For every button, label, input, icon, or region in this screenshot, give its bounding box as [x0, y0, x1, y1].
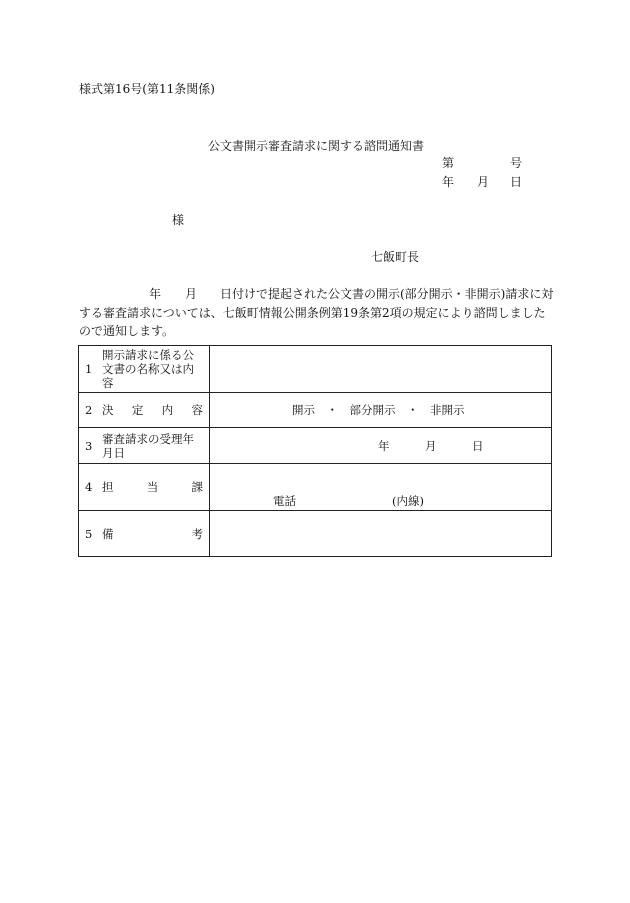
extension-label: (内線) [392, 494, 424, 508]
row-number: 2 [85, 403, 93, 417]
date-month: 月 [477, 175, 490, 189]
label-char: 担 [102, 480, 114, 494]
addressee-suffix: 様 [172, 213, 185, 227]
row-label-text [102, 527, 203, 541]
label-char: 課 [191, 480, 203, 494]
row-label-text: 開示請求に係る公文書の名称又は内容 [102, 348, 194, 390]
decision-options: 開示 ・ 部分開示 ・ 非開示 [292, 403, 465, 417]
issuer-name: 七飯町長 [371, 250, 420, 264]
number-suffix: 号 [510, 156, 523, 170]
row-label-document [79, 346, 210, 393]
row-number: 1 [85, 362, 93, 376]
label-char: 当 [146, 480, 159, 494]
form-number: 様式第16号(第11条関係) [79, 82, 215, 96]
label-char: 内 [161, 403, 174, 417]
date-day: 日 [510, 175, 523, 189]
table-row [79, 346, 552, 393]
label-char: 定 [131, 403, 144, 417]
decision-field[interactable] [210, 393, 552, 428]
row-number: 3 [85, 438, 93, 453]
document-name-field[interactable] [210, 346, 552, 393]
body-line-1-text: 日付けで提起された公文書の開示(部分開示・非開示)請求に対 [220, 287, 554, 301]
receipt-month: 月 [425, 438, 437, 453]
row-label-department [79, 464, 210, 511]
body-line-3: ので通知します。 [79, 324, 175, 338]
body-month: 月 [185, 287, 198, 301]
table-row [79, 464, 552, 511]
row-number: 4 [85, 480, 93, 494]
body-year: 年 [149, 287, 162, 301]
body-line-2: する審査請求については、七飯町情報公開条例第19条第2項の規定により諮問しました [79, 306, 546, 320]
table-row [79, 393, 552, 428]
label-char: 考 [191, 526, 203, 541]
row-label-text [102, 403, 203, 417]
remarks-field[interactable] [210, 511, 552, 557]
date-year: 年 [442, 175, 455, 189]
table-row [79, 428, 552, 464]
label-char: 備 [102, 526, 114, 541]
number-prefix: 第 [442, 156, 455, 170]
phone-label: 電話 [273, 494, 296, 508]
document-title: 公文書開示審査請求に関する諮問通知書 [208, 139, 425, 153]
label-char: 決 [102, 403, 114, 417]
notice-form-table [78, 345, 552, 557]
receipt-day: 日 [472, 438, 484, 453]
receipt-date-field[interactable] [210, 428, 552, 464]
label-char: 容 [191, 403, 203, 417]
row-label-decision [79, 393, 210, 428]
table-row [79, 511, 552, 557]
row-label-text: 審査請求の受理年月日 [102, 431, 194, 460]
row-label-text [102, 480, 203, 494]
department-field[interactable] [210, 464, 552, 511]
receipt-year: 年 [378, 438, 390, 453]
row-label-receipt-date [79, 428, 210, 464]
row-label-remarks [79, 511, 210, 557]
row-number: 5 [85, 526, 93, 541]
